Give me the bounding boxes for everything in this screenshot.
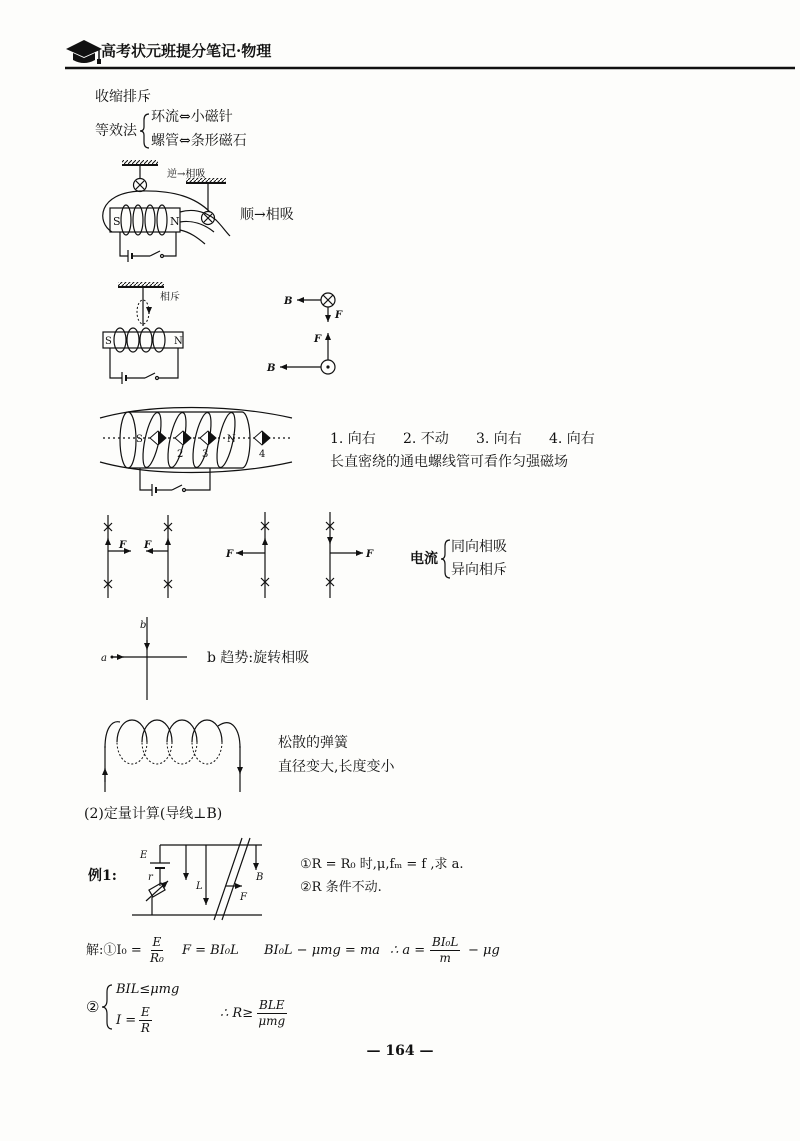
fig2-pole-n: N (174, 336, 183, 347)
example-1-condition-1: ①R = R₀ 时,μ,fₘ = f ,求 a. (300, 857, 464, 872)
fraction-e-over-r0 (150, 936, 164, 965)
figure-2-force-vectors (266, 293, 343, 374)
fig1-pole-n: N (170, 215, 180, 228)
current-rule-brace (441, 540, 450, 578)
needle-label-2: 2 (177, 449, 184, 460)
needle-label-3: 3 (202, 449, 209, 460)
switch (150, 251, 160, 256)
force-label-1: F (119, 540, 127, 551)
fraction-bi0l-over-m (430, 936, 460, 965)
compass-needle-1 (150, 431, 166, 445)
wire-cross-marks (104, 522, 334, 588)
figure-4-parallel-wires (104, 512, 450, 598)
label-f-top: F (335, 310, 343, 321)
fig1-pole-s: S (113, 215, 121, 228)
force-label-3: F (226, 549, 234, 560)
fraction-denominator: μmg (258, 1014, 286, 1029)
solenoid-coils (121, 205, 167, 235)
fig6-note-2: 直径变大,长度变小 (278, 759, 395, 775)
equivalence-item-2: 螺管⇔条形磁石 (151, 133, 247, 149)
current-into-page-symbol (321, 293, 335, 307)
fig3-answer-3: 3. 向右 (476, 431, 522, 447)
figure-5-crossed-wires (101, 617, 187, 700)
current-rule-label: 电流 (410, 551, 438, 567)
conducting-rod (214, 838, 250, 920)
compass-needle-4 (254, 431, 270, 445)
fig3-pole-s: S (136, 434, 143, 445)
needle-label-4: 4 (259, 449, 266, 460)
figure-6-spring (105, 720, 240, 792)
label-b-bottom: B (267, 363, 276, 374)
switch (145, 373, 155, 378)
label-force: F (240, 892, 247, 903)
fig1-top-label: 逆→相吸 (167, 169, 206, 180)
label-a: a (101, 653, 107, 664)
solution-2-marker: ② (86, 998, 100, 1016)
current-out-of-page-symbol (321, 360, 335, 374)
compass-needle-2 (175, 431, 191, 445)
equivalence-label: 等效法 (95, 123, 137, 139)
figure-1-hanging-loops (103, 160, 230, 262)
fraction-denominator: R (140, 1021, 150, 1036)
spring-coils (117, 720, 222, 764)
switch (172, 485, 182, 490)
fraction-numerator: BLE (257, 999, 287, 1014)
solution-1-force: F = BI₀L (182, 943, 239, 958)
graduation-cap-icon (66, 40, 102, 64)
current-into-page-symbol (134, 179, 147, 192)
page-header-title: 高考状元班提分笔记·物理 (101, 42, 272, 60)
label-emf: E (140, 850, 148, 861)
fig2-label: 相斥 (160, 292, 180, 303)
fraction-e-over-r (139, 1006, 152, 1035)
label-internal-resistance: r (148, 872, 153, 883)
label-b-top: B (284, 296, 293, 307)
solution-1-result-suffix: − μg (468, 943, 500, 958)
figure-3-solenoid-compass (100, 408, 292, 497)
current-rule-opposite: 异向相斥 (451, 562, 507, 578)
label-length: L (196, 881, 203, 892)
fig6-note-1: 松散的弹簧 (278, 735, 348, 751)
fraction-ble-over-umg (257, 999, 287, 1028)
fraction-numerator: E (151, 936, 164, 951)
circuit (110, 348, 178, 384)
fig3-answer-4: 4. 向右 (549, 431, 595, 447)
equivalence-item-1: 环流⇔小磁针 (151, 109, 233, 125)
label-f-bottom: F (314, 334, 322, 345)
force-label-2: F (144, 540, 152, 551)
solution-1-prefix: 解:①I₀ = (86, 943, 142, 958)
equivalence-brace (140, 114, 149, 148)
fig3-answer-1: 1. 向右 (330, 431, 376, 447)
solution-brace (102, 985, 112, 1029)
fig2-pole-s: S (105, 336, 112, 347)
fig1-note: 顺→相吸 (240, 207, 294, 223)
solution-2-result-prefix: ∴ R≥ (220, 1006, 254, 1021)
fig5-note: b 趋势:旋转相吸 (207, 650, 310, 666)
solution-1-result-prefix: ∴ a = (390, 943, 426, 958)
solution-2-current-prefix: I = (116, 1013, 137, 1028)
compass-needle-3 (200, 431, 216, 445)
current-direction-arrows (108, 538, 330, 544)
fraction-numerator: E (139, 1006, 152, 1021)
fig3-answer-2: 2. 不动 (403, 431, 449, 447)
solution-2-inequality: BIL≤μmg (116, 982, 180, 997)
example-1-rail-diagram (132, 838, 263, 920)
solution-1-newton: BI₀L − μmg = ma (264, 943, 381, 958)
force-label-4: F (366, 549, 374, 560)
fig3-note: 长直密绕的通电螺线管可看作匀强磁场 (330, 454, 568, 470)
example-1-condition-2: ②R 条件不动. (300, 880, 382, 895)
intro-heading: 收缩排斥 (95, 89, 151, 105)
example-1-label: 例1: (88, 868, 117, 884)
label-b: b (140, 620, 147, 631)
page-number: — 164 — (366, 1043, 434, 1059)
current-rule-same: 同向相吸 (451, 539, 507, 555)
fig3-pole-n: N (227, 434, 236, 445)
fraction-numerator: BI₀L (430, 936, 460, 951)
fraction-denominator: R₀ (150, 951, 164, 966)
label-field: B (256, 872, 264, 883)
quantitative-heading: (2)定量计算(导线⊥B) (84, 806, 223, 822)
circuit (120, 232, 176, 262)
fraction-denominator: m (439, 951, 451, 966)
figure-2-ring-and-solenoid (103, 282, 183, 384)
